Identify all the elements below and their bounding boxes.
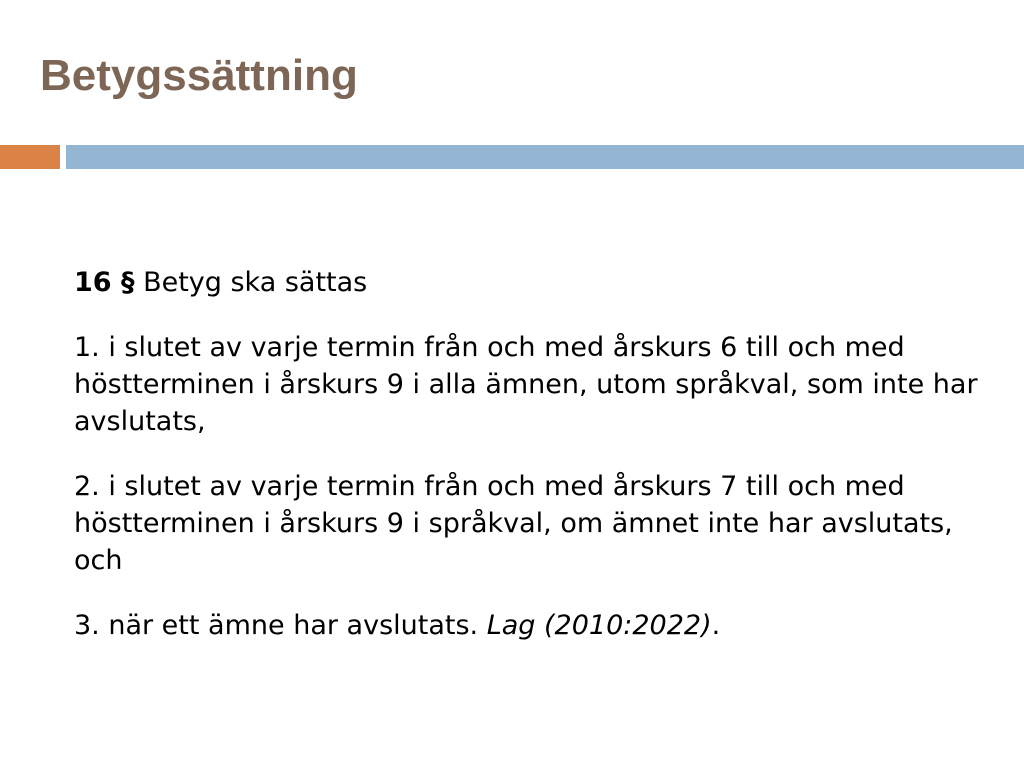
list-item-2: 2. i slutet av varje termin från och med årskurs 7 till och med höstterminen i årskurs 9 i språkval, om ämnet inte har avslutats, och bbox=[74, 471, 953, 576]
slide-title: Betygssättning bbox=[40, 51, 358, 100]
accent-bar-orange bbox=[0, 145, 60, 169]
trailing-period: . bbox=[711, 610, 721, 641]
list-item-1: 1. i slutet av varje termin från och med årskurs 6 till och med höstterminen i årskurs 9 i alla ämnen, utom språkval, som inte har avslutats, bbox=[74, 332, 978, 437]
list-item-3-text: 3. när ett ämne har avslutats. bbox=[74, 610, 487, 641]
paragraph-intro bbox=[74, 264, 994, 301]
list-item-3 bbox=[74, 607, 994, 644]
law-reference: Lag (2010:2022) bbox=[486, 610, 712, 641]
section-mark: 16 § bbox=[74, 267, 135, 298]
accent-bar-blue bbox=[66, 145, 1024, 169]
slide-body bbox=[74, 264, 994, 672]
intro-text: Betyg ska sättas bbox=[134, 267, 368, 298]
